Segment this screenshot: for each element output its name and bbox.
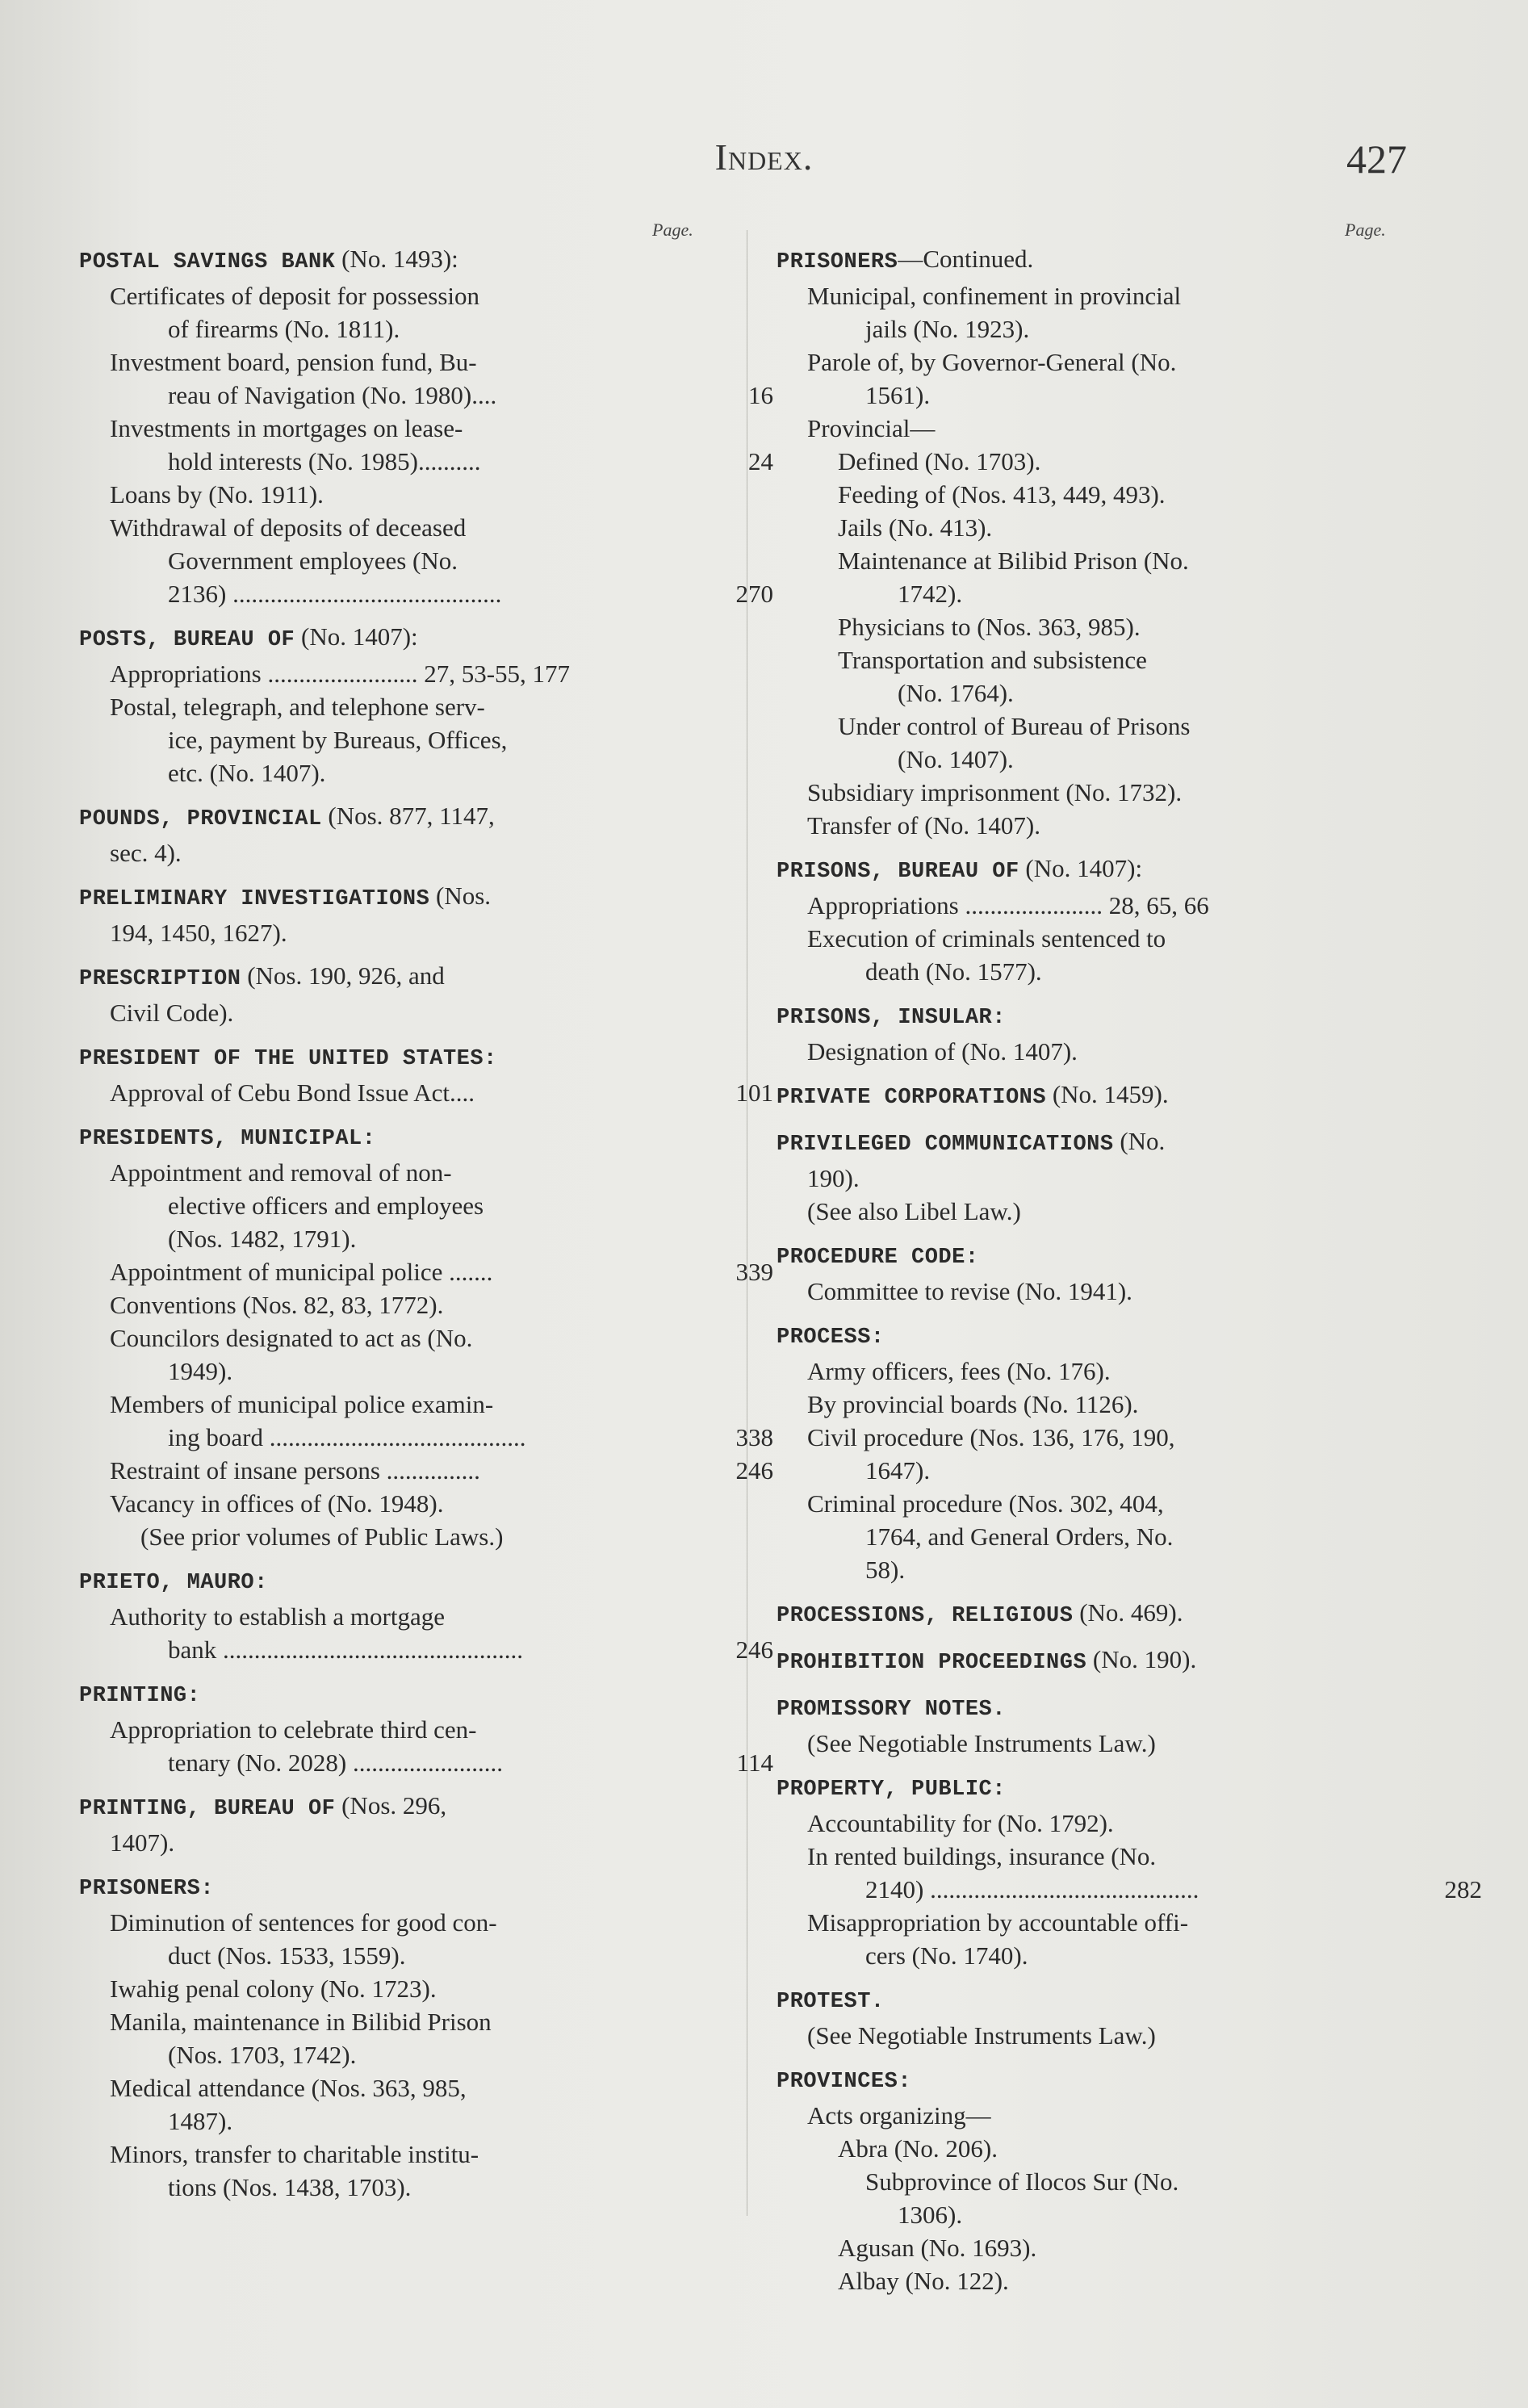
index-entry [79,1039,773,1109]
subline-text: Transportation and subsistence [838,646,1147,674]
subline-text: duct (Nos. 1533, 1559). [168,1941,406,1970]
page-reference: 282 [1444,1875,1482,1903]
entry-subline [79,2038,709,2071]
entry-subline [777,1840,1422,1873]
index-entry [79,959,709,1029]
entry-subline [777,1162,1422,1195]
entry-heading-rest: (Nos. 190, 926, and [241,961,445,990]
entry-heading-line [777,1078,1422,1115]
entry-heading-line [79,1676,709,1713]
entry-subline [777,478,1422,511]
entry-subline [79,345,709,379]
entry-heading: POSTS, BUREAU OF [79,628,295,652]
entry-subline [79,577,773,610]
entry-heading-line [79,620,709,657]
entry-subline [777,379,1422,412]
subline-text: 1306). [898,2201,963,2229]
subline-text: Withdrawal of deposits of deceased [110,513,467,542]
page-reference: 339 [735,1258,773,1286]
entry-heading-line [777,998,1422,1035]
entry-subline [79,1906,709,1939]
page-reference: 270 [735,580,773,608]
entry-subline [79,1520,709,1553]
entry-heading-line [777,2062,1422,2099]
entry-subline [777,577,1422,610]
entry-heading-line [777,1317,1422,1355]
entry-subline [79,1288,709,1321]
subline-text: Loans by (No. 1911). [110,480,324,509]
left-page-column-label: Page. [652,220,693,240]
entry-subline [79,1454,773,1487]
subline-text: (See Negotiable Instruments Law.) [807,1729,1156,1757]
entry-subline [777,1195,1422,1228]
entry-heading-rest: (No. 1459). [1046,1080,1169,1108]
entry-heading: PRISONERS: [79,1877,215,1901]
entry-subline [79,1355,709,1388]
index-entry [79,1789,709,1859]
subline-text: Conventions (Nos. 82, 83, 1772). [110,1291,444,1319]
entry-heading-line [79,242,709,279]
index-entry [777,1238,1422,1308]
entry-subline [777,676,1422,710]
subline-text: Members of municipal police examin- [110,1390,494,1418]
subline-text: 2136) ........................................... [168,580,502,608]
subline-text: cers (No. 1740). [865,1941,1028,1970]
subline-text: 194, 1450, 1627). [110,919,287,947]
subline-text: (No. 1407). [898,745,1014,773]
entry-subline [777,1939,1422,1972]
subline-text: Approval of Cebu Bond Issue Act.... [110,1078,475,1107]
subline-text: Civil Code). [110,999,234,1027]
entry-heading: PRESIDENT OF THE UNITED STATES: [79,1047,497,1071]
entry-subline [79,1189,709,1222]
subline-text: 2140) ........................................... [865,1875,1199,1903]
subline-text: Feeding of (Nos. 413, 449, 493). [838,480,1166,509]
entry-subline [777,2198,1422,2231]
entry-heading: PRISONERS [777,250,898,274]
page-title: Index. [714,136,814,178]
entry-subline [777,412,1422,445]
subline-text: (Nos. 1703, 1742). [168,2041,357,2069]
entry-subline [777,1487,1422,1520]
subline-text: Councilors designated to act as (No. [110,1324,473,1352]
entry-subline [79,2138,709,2171]
entry-subline [777,1355,1422,1388]
entry-subline [777,2019,1422,2052]
subline-text: Minors, transfer to charitable institu- [110,2140,479,2168]
entry-heading: POUNDS, PROVINCIAL [79,807,322,831]
subline-text: Diminution of sentences for good con- [110,1908,497,1937]
page-reference: 24 [748,447,773,475]
entry-heading-line [79,1119,709,1156]
index-entry [777,242,1422,842]
entry-subline [79,511,709,544]
subline-text: Execution of criminals sentenced to [807,924,1166,953]
subline-text: hold interests (No. 1985).......... [168,447,481,475]
subline-text: Manila, maintenance in Bilibid Prison [110,2008,492,2036]
subline-text: 1487). [168,2107,233,2135]
page-reference: 114 [736,1748,773,1777]
page-reference: 338 [735,1423,773,1451]
subline-text: Iwahig penal colony (No. 1723). [110,1975,437,2003]
entry-subline [79,445,773,478]
subline-text: Committee to revise (No. 1941). [807,1277,1132,1305]
entry-subline [777,743,1422,776]
subline-text: (See prior volumes of Public Laws.) [140,1522,504,1551]
entry-heading-rest: (No. 1407): [1019,854,1143,882]
subline-text: Investment board, pension fund, Bu- [110,348,477,376]
index-entry [79,1869,709,2204]
entry-heading: PRIVILEGED COMMUNICATIONS [777,1133,1114,1157]
index-entry [79,1563,773,1666]
subline-text: 1742). [898,580,963,608]
subline-text: 190). [807,1164,860,1192]
entry-heading: PRESCRIPTION [79,967,241,991]
entry-subline [79,1388,709,1421]
entry-heading: PROPERTY, PUBLIC: [777,1778,1006,1802]
subline-text: 1407). [110,1828,175,1857]
entry-subline [79,1972,709,2005]
subline-text: Army officers, fees (No. 176). [807,1357,1111,1385]
entry-subline [79,2071,709,2104]
index-entry [777,1643,1422,1680]
entry-subline [777,1873,1482,1906]
index-entry [79,1119,773,1553]
entry-subline [79,1321,709,1355]
entry-subline [777,1727,1422,1760]
entry-subline [777,809,1422,842]
entry-subline [79,1939,709,1972]
entry-heading: PROCEDURE CODE: [777,1246,979,1270]
subline-text: Government employees (No. [168,547,458,575]
index-entry [777,852,1422,988]
subline-text: Appropriations ........................ 27, 53-55, 177 [110,660,571,688]
subline-text: In rented buildings, insurance (No. [807,1842,1157,1870]
subline-text: Under control of Bureau of Prisons [838,712,1191,740]
entry-heading-line [79,879,709,916]
entry-heading-line [777,1982,1422,2019]
entry-heading-line [777,1596,1422,1633]
entry-subline [777,445,1422,478]
entry-subline [79,657,709,690]
subline-text: Appropriations ...................... 28, 65, 66 [807,891,1209,919]
subline-text: Accountability for (No. 1792). [807,1809,1114,1837]
entry-subline [777,1520,1422,1553]
entry-subline [79,412,709,445]
entry-heading: PRINTING: [79,1684,201,1708]
subline-text: Albay (No. 122). [838,2267,1009,2295]
subline-text: Subprovince of Ilocos Sur (No. [865,2167,1179,2196]
entry-heading: PROTEST. [777,1990,885,2014]
subline-text: Appointment and removal of non- [110,1158,452,1187]
entry-subline [777,1275,1422,1308]
entry-subline [777,955,1422,988]
subline-text: of firearms (No. 1811). [168,315,400,343]
entry-subline [79,916,709,949]
entry-heading: PROMISSORY NOTES. [777,1698,1006,1722]
entry-subline [777,2264,1422,2297]
subline-text: Acts organizing— [807,2101,991,2130]
entry-subline [79,690,709,723]
entry-subline [79,723,709,756]
entry-subline [777,312,1422,345]
entry-subline [79,279,709,312]
entry-heading: PRIETO, MAURO: [79,1571,268,1595]
subline-text: jails (No. 1923). [865,315,1030,343]
subline-text: Maintenance at Bilibid Prison (No. [838,547,1189,575]
subline-text: reau of Navigation (No. 1980).... [168,381,497,409]
subline-text: sec. 4). [110,839,182,867]
subline-text: By provincial boards (No. 1126). [807,1390,1139,1418]
subline-text: Criminal procedure (Nos. 302, 404, [807,1489,1164,1518]
entry-heading-line [777,852,1422,889]
entry-heading-rest: (No. 1493): [335,245,458,273]
entry-subline [777,1906,1422,1939]
entry-subline [777,2231,1422,2264]
right-column [777,242,1482,2307]
index-entry [79,242,773,610]
subline-text: Civil procedure (Nos. 136, 176, 190, [807,1423,1175,1451]
entry-heading-line [79,1563,709,1600]
entry-subline [79,1826,709,1859]
entry-heading-line [79,959,709,996]
index-entry [777,1124,1422,1228]
entry-heading-rest: (No. [1113,1127,1166,1155]
subline-text: Certificates of deposit for possession [110,282,480,310]
entry-subline [79,379,773,412]
subline-text: Transfer of (No. 1407). [807,811,1041,840]
page-reference: 16 [748,381,773,409]
entry-subline [777,2099,1422,2132]
subline-text: Provincial— [807,414,936,442]
entry-subline [777,1035,1422,1068]
entry-heading: PRISONS, INSULAR: [777,1006,1006,1030]
subline-text: Abra (No. 206). [838,2134,998,2163]
entry-heading-line [777,242,1422,279]
subline-text: Medical attendance (Nos. 363, 985, [110,2074,467,2102]
subline-text: 1561). [865,381,931,409]
entry-heading: POSTAL SAVINGS BANK [79,250,336,274]
entry-heading-rest: (Nos. 296, [335,1791,447,1820]
subline-text: Designation of (No. 1407). [807,1037,1078,1066]
entry-subline [777,544,1422,577]
index-entry [79,799,709,869]
entry-subline [777,776,1422,809]
entry-heading-line [79,799,709,836]
entry-heading: PROVINCES: [777,2070,912,2094]
entry-heading-rest: (No. 190). [1086,1645,1197,1673]
entry-heading-rest: (Nos. [429,882,492,910]
entry-heading: PRIVATE CORPORATIONS [777,1086,1047,1110]
entry-heading: PRISONS, BUREAU OF [777,860,1019,884]
entry-subline [777,1553,1422,1586]
subline-text: Misappropriation by accountable offi- [807,1908,1189,1937]
subline-text: death (No. 1577). [865,957,1042,986]
index-entry [777,998,1422,1068]
subline-text: tenary (No. 2028) ........................ [168,1748,503,1777]
subline-text: ice, payment by Bureaus, Offices, [168,726,508,754]
subline-text: Authority to establish a mortgage [110,1602,445,1631]
entry-subline [79,1156,709,1189]
subline-text: (See Negotiable Instruments Law.) [807,2021,1156,2050]
entry-subline [777,643,1422,676]
entry-heading-line [79,1039,709,1076]
entry-subline [777,610,1422,643]
subline-text: Parole of, by Governor-General (No. [807,348,1177,376]
page-reference: 246 [735,1635,773,1664]
entry-subline [79,1600,709,1633]
entry-subline [79,478,709,511]
subline-text: (See also Libel Law.) [807,1197,1021,1225]
entry-subline [777,710,1422,743]
entry-subline [777,922,1422,955]
entry-subline [79,312,709,345]
index-entry [79,879,709,949]
entry-subline [777,1807,1422,1840]
entry-subline [79,1255,773,1288]
entry-subline [777,1388,1422,1421]
entry-subline [79,756,709,789]
page-number: 427 [1346,136,1407,182]
entry-heading-rest: —Continued. [898,245,1034,273]
subline-text: Defined (No. 1703). [838,447,1041,475]
index-entry [777,1769,1482,1972]
entry-subline [777,279,1422,312]
entry-subline [79,1487,709,1520]
entry-subline [79,1222,709,1255]
entry-subline [79,2104,709,2138]
entry-subline [777,345,1422,379]
entry-heading: PROCESSIONS, RELIGIOUS [777,1604,1074,1628]
entry-subline [79,996,709,1029]
entry-subline [79,1746,773,1779]
entry-heading: PRESIDENTS, MUNICIPAL: [79,1127,376,1151]
entry-subline [777,511,1422,544]
entry-heading-line [79,1789,709,1826]
entry-heading-line [777,1238,1422,1275]
subline-text: 1949). [168,1357,233,1385]
subline-text: tions (Nos. 1438, 1703). [168,2173,412,2201]
subline-text: Postal, telegraph, and telephone serv- [110,693,485,721]
entry-heading-rest: (No. 469). [1073,1598,1183,1627]
entry-subline [777,2165,1422,2198]
index-entry [777,1690,1422,1760]
subline-text: elective officers and employees [168,1191,484,1220]
entry-heading-line [777,1643,1422,1680]
entry-subline [777,1454,1422,1487]
index-entry [79,1676,773,1779]
subline-text: Appointment of municipal police ....... [110,1258,493,1286]
subline-text: Vacancy in offices of (No. 1948). [110,1489,444,1518]
subline-text: ing board ......................................... [168,1423,526,1451]
index-entry [79,620,709,789]
subline-text: etc. (No. 1407). [168,759,326,787]
entry-subline [79,1076,773,1109]
entry-subline [79,836,709,869]
subline-text: Appropriation to celebrate third cen- [110,1715,477,1744]
subline-text: Municipal, confinement in provincial [807,282,1182,310]
page-reference: 246 [735,1456,773,1485]
entry-subline [79,544,709,577]
entry-heading-line [777,1690,1422,1727]
subline-text: Restraint of insane persons ............... [110,1456,480,1485]
subline-text: bank ................................................ [168,1635,524,1664]
subline-text: (No. 1764). [898,679,1014,707]
subline-text: Jails (No. 413). [838,513,993,542]
entry-heading: PRINTING, BUREAU OF [79,1797,336,1821]
entry-subline [79,2005,709,2038]
entry-heading-rest: (No. 1407): [295,622,418,651]
subline-text: Physicians to (Nos. 363, 985). [838,613,1141,641]
entry-heading: PROCESS: [777,1325,885,1350]
entry-heading: PRELIMINARY INVESTIGATIONS [79,887,430,911]
entry-subline [777,1421,1422,1454]
entry-heading-line [777,1769,1422,1807]
subline-text: 1764, and General Orders, No. [865,1522,1174,1551]
page-reference: 101 [735,1078,773,1107]
entry-subline [777,2132,1422,2165]
index-entry [777,1317,1422,1586]
entry-subline [79,1633,773,1666]
left-column [79,242,773,2213]
subline-text: Subsidiary imprisonment (No. 1732). [807,778,1183,806]
index-entry [777,1982,1422,2052]
entry-subline [79,2171,709,2204]
subline-text: 1647). [865,1456,931,1485]
index-entry [777,1078,1422,1115]
entry-heading-line [79,1869,709,1906]
index-entry [777,2062,1422,2297]
entry-subline [79,1713,709,1746]
subline-text: 58). [865,1556,906,1584]
index-entry [777,1596,1422,1633]
entry-heading-line [777,1124,1422,1162]
subline-text: Agusan (No. 1693). [838,2234,1037,2262]
entry-subline [79,1421,773,1454]
subline-text: (Nos. 1482, 1791). [168,1225,357,1253]
right-page-column-label: Page. [1345,220,1386,240]
entry-subline [777,889,1422,922]
entry-heading: PROHIBITION PROCEEDINGS [777,1651,1087,1675]
entry-heading-rest: (Nos. 877, 1147, [321,802,495,830]
subline-text: Investments in mortgages on lease- [110,414,463,442]
